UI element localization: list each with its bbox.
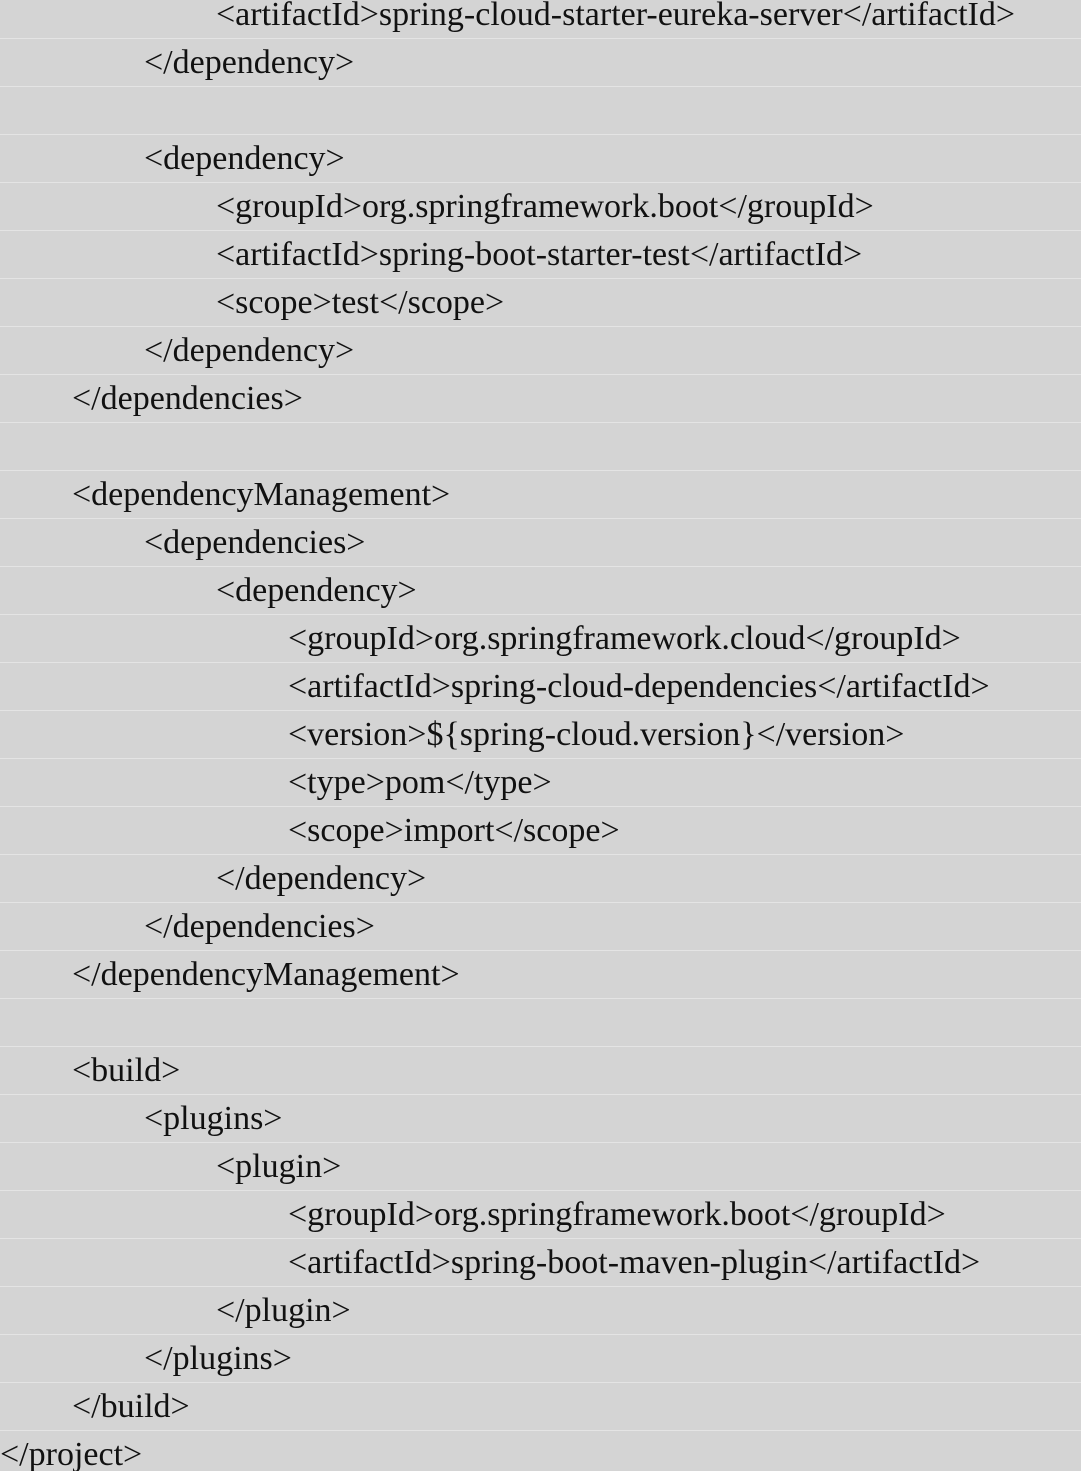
code-line — [0, 1383, 1081, 1431]
code-line — [0, 567, 1081, 615]
code-line-text: <groupId>org.springframework.boot</groupId> — [288, 1196, 946, 1233]
code-line-text: <artifactId>spring-boot-maven-plugin</artifactId> — [288, 1244, 981, 1281]
code-line — [0, 807, 1081, 855]
code-line — [0, 855, 1081, 903]
code-line-text: </plugin> — [216, 1292, 351, 1329]
code-line-text: </dependency> — [216, 860, 427, 897]
code-line — [0, 615, 1081, 663]
code-line-text: <version>${spring-cloud.version}</version> — [288, 716, 905, 753]
code-line — [0, 519, 1081, 567]
code-line — [0, 1095, 1081, 1143]
code-line-text: </dependency> — [144, 332, 355, 369]
code-line — [0, 1047, 1081, 1095]
code-line — [0, 375, 1081, 423]
code-line-text: <artifactId>spring-boot-starter-test</artifactId> — [216, 236, 863, 273]
code-line-text: <build> — [72, 1052, 181, 1089]
code-line — [0, 903, 1081, 951]
code-line — [0, 471, 1081, 519]
code-line-text: <dependencies> — [144, 524, 366, 561]
code-line — [0, 1287, 1081, 1335]
code-line — [0, 711, 1081, 759]
code-line — [0, 327, 1081, 375]
code-line-text: <dependencyManagement> — [72, 476, 451, 513]
code-line-text: </dependencyManagement> — [72, 956, 460, 993]
code-line — [0, 951, 1081, 999]
code-line-text: </dependencies> — [144, 908, 375, 945]
code-line — [0, 999, 1081, 1047]
code-line-text: </build> — [72, 1388, 190, 1425]
code-line-text: <groupId>org.springframework.boot</groupId> — [216, 188, 874, 225]
code-line — [0, 1431, 1081, 1471]
code-line — [0, 1239, 1081, 1287]
code-line-text: <type>pom</type> — [288, 764, 552, 801]
code-line-text: <scope>import</scope> — [288, 812, 620, 849]
code-line-text: </dependency> — [144, 44, 355, 81]
code-line-text: </project> — [0, 1436, 143, 1471]
code-line — [0, 1335, 1081, 1383]
code-line-text: </plugins> — [144, 1340, 292, 1377]
code-line — [0, 1143, 1081, 1191]
code-line-text: <dependency> — [144, 140, 345, 177]
code-line-text: <artifactId>spring-cloud-dependencies</artifactId> — [288, 668, 990, 705]
code-line — [0, 279, 1081, 327]
code-line — [0, 135, 1081, 183]
code-line — [0, 1191, 1081, 1239]
code-line — [0, 0, 1081, 39]
code-line — [0, 423, 1081, 471]
code-line-text: <artifactId>spring-cloud-starter-eureka-server</artifactId> — [216, 0, 1016, 33]
code-line-text: <dependency> — [216, 572, 417, 609]
code-line-text: <scope>test</scope> — [216, 284, 505, 321]
code-line — [0, 39, 1081, 87]
code-line — [0, 231, 1081, 279]
code-line — [0, 663, 1081, 711]
code-line — [0, 759, 1081, 807]
code-line-text: <plugin> — [216, 1148, 342, 1185]
code-line-text: <plugins> — [144, 1100, 283, 1137]
code-line-text: </dependencies> — [72, 380, 303, 417]
code-line — [0, 87, 1081, 135]
code-line — [0, 183, 1081, 231]
code-line-text: <groupId>org.springframework.cloud</groupId> — [288, 620, 961, 657]
